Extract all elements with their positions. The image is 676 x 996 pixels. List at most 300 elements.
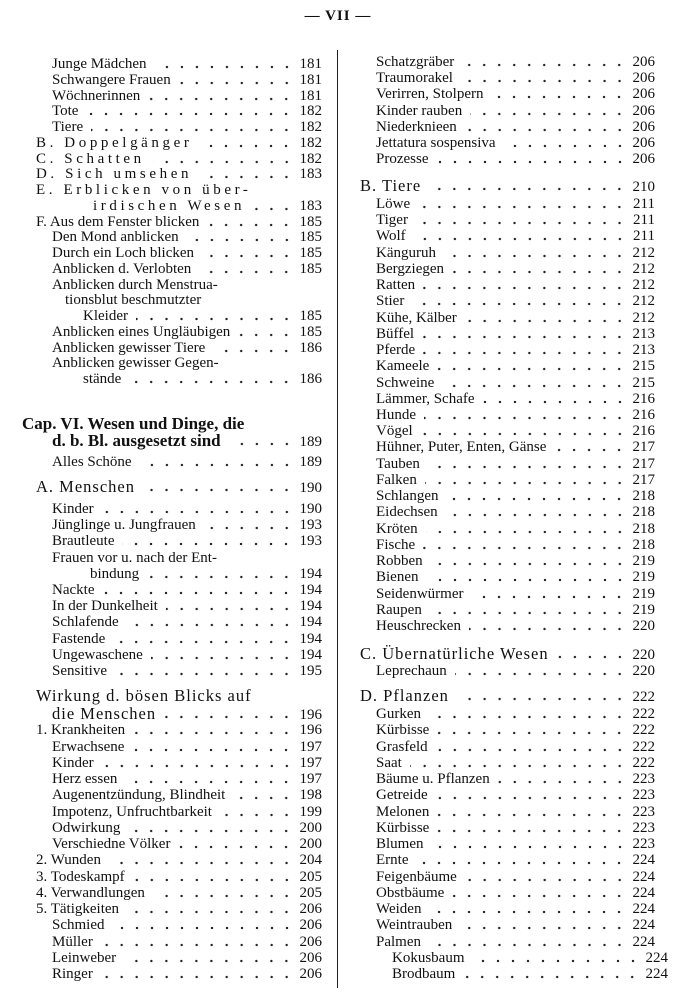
dot-leader xyxy=(436,742,627,752)
dot-leader xyxy=(428,459,627,469)
page-number: 217 xyxy=(632,455,655,472)
index-entry xyxy=(376,662,655,680)
entry-label: D. Pflanzen xyxy=(360,686,449,705)
entry-label: C. Übernatürliche Wesen xyxy=(360,644,549,663)
page-number: 222 xyxy=(632,754,655,771)
dot-leader xyxy=(132,742,294,752)
dot-leader xyxy=(465,872,627,882)
dot-leader xyxy=(122,536,294,546)
entry-label: Verirren, Stolpern xyxy=(376,86,484,103)
page-number: 197 xyxy=(299,738,322,755)
dot-leader xyxy=(437,154,628,164)
page-number: 194 xyxy=(299,598,322,615)
dot-leader xyxy=(102,585,294,595)
page-number: 183 xyxy=(299,197,322,214)
page-number: 185 xyxy=(299,260,322,277)
entry-label: Eidechsen xyxy=(376,504,438,521)
dot-leader xyxy=(471,589,627,599)
page-number: 197 xyxy=(299,754,322,771)
page-number: 195 xyxy=(299,663,322,679)
entry-label: E. Erblicken von über- xyxy=(36,182,252,198)
page-number: 222 xyxy=(632,722,655,739)
entry-label: Ungewaschene xyxy=(52,646,143,663)
entry-label: Jünglinge u. Jungfrauen xyxy=(52,517,196,534)
dot-leader xyxy=(442,378,627,388)
page-number: 212 xyxy=(632,293,655,310)
dot-leader xyxy=(238,327,294,337)
entry-label: Ratten xyxy=(376,277,416,294)
page-number: 222 xyxy=(632,689,655,705)
page-number: 206 xyxy=(299,966,322,982)
entry-label: Bäume u. Pflanzen xyxy=(376,771,490,787)
page-number: 218 xyxy=(632,488,655,505)
page-number: 223 xyxy=(632,819,655,836)
page-number: 219 xyxy=(632,553,655,570)
dot-leader xyxy=(113,920,295,930)
index-entry xyxy=(392,965,668,983)
dot-leader xyxy=(200,138,294,148)
entry-label: stände xyxy=(83,371,122,387)
page-number: 194 xyxy=(299,630,322,647)
page-number: 218 xyxy=(632,504,655,521)
page-number: 196 xyxy=(299,722,322,739)
entry-label: Kokusbaum xyxy=(392,949,465,966)
dot-leader xyxy=(491,89,627,99)
entry-label: Hunde xyxy=(376,406,416,423)
index-entry xyxy=(52,432,322,450)
page-number: 218 xyxy=(632,520,655,537)
entry-label: Sensitive xyxy=(52,663,107,679)
entry-label: Wirkung d. bösen Blicks auf xyxy=(36,686,252,705)
page-number: 212 xyxy=(632,260,655,277)
page-number: 190 xyxy=(299,501,322,517)
dot-leader xyxy=(414,231,627,241)
dot-leader xyxy=(429,181,627,191)
page-number: 182 xyxy=(299,119,322,135)
dot-leader xyxy=(430,605,627,615)
page-number: 223 xyxy=(632,771,655,787)
dot-leader xyxy=(187,232,294,242)
entry-label: 5. Tätigkeiten xyxy=(36,901,120,917)
entry-label: Anblicken gewisser Tiere xyxy=(52,339,206,356)
page-number: 185 xyxy=(299,323,322,340)
dot-leader xyxy=(153,154,294,164)
dot-leader xyxy=(155,59,294,69)
entry-label: Seidenwürmer xyxy=(376,585,464,602)
page-number: 194 xyxy=(299,646,322,663)
dot-leader xyxy=(422,329,627,339)
page-number: 206 xyxy=(632,54,655,70)
dot-leader xyxy=(153,888,294,898)
entry-label: die Menschen xyxy=(52,704,157,723)
entry-label: Junge Mädchen xyxy=(52,56,147,72)
dot-leader xyxy=(429,904,627,914)
page-number: 181 xyxy=(299,56,322,72)
entry-label: Tiere xyxy=(52,119,84,135)
page-number: 206 xyxy=(632,86,655,103)
entry-label: Alles Schöne xyxy=(52,454,132,470)
entry-label: Tote xyxy=(52,103,79,120)
dot-leader xyxy=(204,520,294,530)
page-number: 193 xyxy=(299,517,322,534)
entry-label: Kinder xyxy=(52,754,94,771)
index-entry xyxy=(360,645,655,663)
dot-leader xyxy=(473,953,641,963)
page-number: 211 xyxy=(633,228,655,245)
page-number: 217 xyxy=(632,439,655,456)
page-number: 189 xyxy=(299,434,322,450)
dot-leader xyxy=(101,937,294,947)
entry-label: Odwirkung xyxy=(52,819,121,836)
page-number: 224 xyxy=(645,949,668,966)
dot-leader xyxy=(416,855,627,865)
dot-leader xyxy=(437,361,627,371)
dot-leader xyxy=(432,839,628,849)
dot-leader xyxy=(200,169,294,179)
dot-leader xyxy=(470,106,627,116)
page-number: 186 xyxy=(299,371,322,387)
page-number: 193 xyxy=(299,533,322,550)
index-entry xyxy=(376,150,655,168)
entry-label: Schwangere Frauen xyxy=(52,71,171,88)
page-number: 206 xyxy=(299,949,322,966)
column-divider xyxy=(337,50,338,988)
dot-leader xyxy=(423,540,627,550)
entry-label: Verschiedne Völker xyxy=(52,836,171,852)
dot-leader xyxy=(151,650,294,660)
entry-label: Den Mond anblicken xyxy=(52,229,179,246)
page-number: 206 xyxy=(299,933,322,950)
page-number: 200 xyxy=(299,836,322,852)
page-number: 220 xyxy=(632,663,655,679)
entry-label: Saat xyxy=(376,754,402,771)
entry-label: Durch ein Loch blicken xyxy=(52,245,195,261)
dot-leader xyxy=(436,790,627,800)
entry-label: 4. Verwandlungen xyxy=(36,884,145,901)
entry-label: Kühe, Kälber xyxy=(376,309,457,326)
page-number: 219 xyxy=(632,585,655,602)
entry-label: Kürbisse xyxy=(376,819,430,836)
page-number: 197 xyxy=(299,771,322,787)
page-number: 219 xyxy=(632,601,655,618)
dot-leader xyxy=(179,75,294,85)
dot-leader xyxy=(452,888,627,898)
dot-leader xyxy=(91,122,294,132)
entry-label: Hühner, Puter, Enten, Gänse xyxy=(376,439,547,456)
index-entry xyxy=(83,370,322,388)
page-number: 196 xyxy=(299,707,322,723)
entry-label: d. b. Bl. ausgesetzt sind xyxy=(52,431,221,450)
page-number: 206 xyxy=(632,102,655,119)
dot-leader xyxy=(147,569,294,579)
page-number: 190 xyxy=(299,480,322,496)
entry-label: Impotenz, Unfruchtbarkeit xyxy=(52,803,212,820)
page-number: 224 xyxy=(632,884,655,901)
entry-label: Ernte xyxy=(376,852,409,869)
page-number: 211 xyxy=(633,196,655,212)
dot-leader xyxy=(437,725,627,735)
entry-label: Prozesse xyxy=(376,151,429,168)
page-number: 223 xyxy=(632,836,655,852)
dot-leader xyxy=(431,556,627,566)
dot-leader xyxy=(421,426,627,436)
entry-label: Vögel xyxy=(376,423,413,440)
dot-leader xyxy=(465,313,627,323)
dot-leader xyxy=(410,758,627,768)
entry-label: Herz essen xyxy=(52,771,118,787)
dot-leader xyxy=(498,774,627,784)
page-number: 185 xyxy=(299,245,322,261)
page-number: 198 xyxy=(299,787,322,804)
dot-leader xyxy=(423,345,627,355)
entry-label: Känguruh xyxy=(376,244,436,261)
dot-leader xyxy=(426,524,627,534)
page-number: 220 xyxy=(632,617,655,634)
entry-label: C. Schatten xyxy=(36,150,145,167)
page-number: 222 xyxy=(632,706,655,722)
page-number: 185 xyxy=(299,213,322,230)
dot-leader xyxy=(452,264,627,274)
page-number: 189 xyxy=(299,454,322,470)
dot-leader xyxy=(102,758,294,768)
entry-label: Schlafende xyxy=(52,614,119,631)
dot-leader xyxy=(463,969,640,979)
page-number: 200 xyxy=(299,819,322,836)
page-number: 205 xyxy=(299,868,322,885)
dot-leader xyxy=(429,709,627,719)
index-entry xyxy=(360,177,655,195)
entry-label: Bergziegen xyxy=(376,260,445,277)
entry-label: Ringer xyxy=(52,966,93,982)
dot-leader xyxy=(140,457,294,467)
dot-leader xyxy=(427,572,628,582)
dot-leader xyxy=(423,280,627,290)
entry-label: 2. Wunden xyxy=(36,852,101,869)
dot-leader xyxy=(253,201,294,211)
dot-leader xyxy=(86,106,294,116)
index-entry xyxy=(36,478,322,496)
entry-label: Stier xyxy=(376,293,405,310)
page-number: 194 xyxy=(299,614,322,631)
entry-label: Anblicken durch Menstrua- xyxy=(52,276,218,293)
page-number: 181 xyxy=(299,71,322,88)
page-number: 206 xyxy=(632,151,655,168)
entry-label: Tauben xyxy=(376,455,420,472)
dot-leader xyxy=(207,217,294,227)
entry-label: Anblicken d. Verlobten xyxy=(52,260,192,277)
entry-label: F. Aus dem Fenster blicken xyxy=(36,213,200,230)
page-number: 213 xyxy=(632,325,655,342)
entry-label: A. Menschen xyxy=(36,477,135,496)
entry-label: Jettatura sospensiva xyxy=(376,135,496,151)
dot-leader xyxy=(143,482,294,492)
entry-label: Brautleute xyxy=(52,533,115,550)
entry-label: Kürbisse xyxy=(376,722,430,739)
entry-label: tionsblut beschmutzter xyxy=(65,292,202,309)
page-number: 224 xyxy=(645,966,668,982)
entry-label: Leprechaun xyxy=(376,663,447,679)
dot-leader xyxy=(424,410,627,420)
page-number: 224 xyxy=(632,868,655,885)
page-number: 206 xyxy=(299,917,322,934)
page-number: 213 xyxy=(632,342,655,359)
dot-leader xyxy=(412,296,627,306)
entry-label: Nackte xyxy=(52,582,95,598)
page-number: 194 xyxy=(299,565,322,582)
page-number: 217 xyxy=(632,471,655,488)
entry-label: Müller xyxy=(52,933,93,950)
entry-label: Kleider xyxy=(83,308,128,324)
dot-leader xyxy=(178,839,294,849)
page-number: 211 xyxy=(633,212,655,229)
dot-leader xyxy=(429,937,627,947)
dot-leader xyxy=(457,691,627,701)
entry-label: Obstbäume xyxy=(376,884,445,901)
dot-leader xyxy=(444,248,627,258)
dot-leader xyxy=(504,138,627,148)
dot-leader xyxy=(148,91,294,101)
entry-label: Blumen xyxy=(376,836,424,852)
dot-leader xyxy=(101,969,294,979)
index-entry xyxy=(52,662,322,680)
page-number: 224 xyxy=(632,852,655,869)
dot-leader xyxy=(437,807,627,817)
page-number: 186 xyxy=(299,339,322,356)
dot-leader xyxy=(469,621,627,631)
dot-leader xyxy=(164,709,294,719)
page-number: 220 xyxy=(632,647,655,663)
entry-label: Anblicken gewisser Gegen- xyxy=(52,355,219,372)
entry-label: Heuschrecken xyxy=(376,617,461,634)
dot-leader xyxy=(127,904,294,914)
entry-label: Augenentzündung, Blindheit xyxy=(52,787,226,804)
entry-label: Traumorakel xyxy=(376,70,453,87)
dot-leader xyxy=(557,649,627,659)
page-number: 212 xyxy=(632,309,655,326)
page-number: 206 xyxy=(299,901,322,917)
page-number: 215 xyxy=(632,374,655,391)
entry-label: Schatzgräber xyxy=(376,54,455,70)
page-number: 206 xyxy=(632,70,655,87)
entry-label: Melonen xyxy=(376,803,430,820)
entry-label: Schmied xyxy=(52,917,105,934)
entry-label: irdischen Wesen xyxy=(93,197,246,214)
page-number: 224 xyxy=(632,917,655,934)
page-number: 206 xyxy=(632,135,655,151)
dot-leader xyxy=(446,491,627,501)
index-entry xyxy=(376,617,655,635)
page-number: 206 xyxy=(632,118,655,135)
page-number: 216 xyxy=(632,406,655,423)
dot-leader xyxy=(129,374,294,384)
page-number: 222 xyxy=(632,738,655,755)
entry-label: Frauen vor u. nach der Ent- xyxy=(52,549,217,566)
entry-label: Erwachsene xyxy=(52,738,125,755)
entry-label: Kameele xyxy=(376,358,430,375)
page-number: 185 xyxy=(299,308,322,324)
dot-leader xyxy=(115,666,294,676)
entry-label: Weiden xyxy=(376,901,422,917)
entry-label: Tiger xyxy=(376,212,408,229)
entry-label: Gurken xyxy=(376,706,421,722)
entry-label: Palmen xyxy=(376,933,421,950)
page-number: 185 xyxy=(299,229,322,246)
page-number: 183 xyxy=(299,166,322,183)
dot-leader xyxy=(136,311,294,321)
entry-label: Schlangen xyxy=(376,488,439,505)
entry-label: Schweine xyxy=(376,374,435,391)
dot-leader xyxy=(113,634,294,644)
dot-leader xyxy=(460,920,627,930)
page-number: 224 xyxy=(632,933,655,950)
dot-leader xyxy=(127,617,294,627)
page-number: 223 xyxy=(632,787,655,804)
dot-leader xyxy=(483,394,627,404)
dot-leader xyxy=(455,666,627,676)
page-number: 219 xyxy=(632,569,655,586)
dot-leader xyxy=(109,855,294,865)
page-header: — VII — xyxy=(304,8,372,24)
entry-label: 3. Todeskampf xyxy=(36,868,125,885)
dot-leader xyxy=(125,774,294,784)
dot-leader xyxy=(166,601,294,611)
entry-label: In der Dunkelheit xyxy=(52,598,158,615)
entry-label: Kinder rauben xyxy=(376,102,463,119)
page-number: 216 xyxy=(632,423,655,440)
index-entry xyxy=(360,687,655,705)
dot-leader xyxy=(199,264,294,274)
dot-leader xyxy=(133,872,294,882)
entry-label: Weintrauben xyxy=(376,917,453,934)
dot-leader xyxy=(416,215,627,225)
page-number: 223 xyxy=(632,803,655,820)
entry-label: Löwe xyxy=(376,196,411,212)
dot-leader xyxy=(554,442,627,452)
dot-leader xyxy=(462,57,627,67)
index-entry xyxy=(52,965,322,983)
entry-label: Bienen xyxy=(376,569,419,586)
page-number: 212 xyxy=(632,244,655,261)
entry-label: Niederknieen xyxy=(376,118,457,135)
entry-label: B. Tiere xyxy=(360,176,422,195)
entry-label: Leinweber xyxy=(52,949,117,966)
page-number: 194 xyxy=(299,582,322,598)
index-entry xyxy=(52,453,322,471)
dot-leader xyxy=(102,504,294,514)
entry-label: Feigenbäume xyxy=(376,868,457,885)
page-number: 216 xyxy=(632,390,655,407)
entry-label: D. Sich umsehen xyxy=(36,166,193,183)
page-number: 215 xyxy=(632,358,655,375)
entry-label: Grasfeld xyxy=(376,738,428,755)
entry-label: Fastende xyxy=(52,630,106,647)
dot-leader xyxy=(233,790,294,800)
page-number: 205 xyxy=(299,884,322,901)
entry-label: Wolf xyxy=(376,228,406,245)
dot-leader xyxy=(418,199,627,209)
entry-label: Cap. VI. Wesen und Dinge, die xyxy=(22,414,245,433)
dot-leader xyxy=(124,953,294,963)
page-number: 182 xyxy=(299,134,322,151)
dot-leader xyxy=(213,343,294,353)
entry-label: Brodbaum xyxy=(392,966,456,982)
entry-label: Robben xyxy=(376,553,423,570)
page-number: 182 xyxy=(299,103,322,120)
page-number: 204 xyxy=(299,852,322,869)
index-entry xyxy=(36,687,322,705)
entry-label: Raupen xyxy=(376,601,422,618)
dot-leader xyxy=(220,807,294,817)
